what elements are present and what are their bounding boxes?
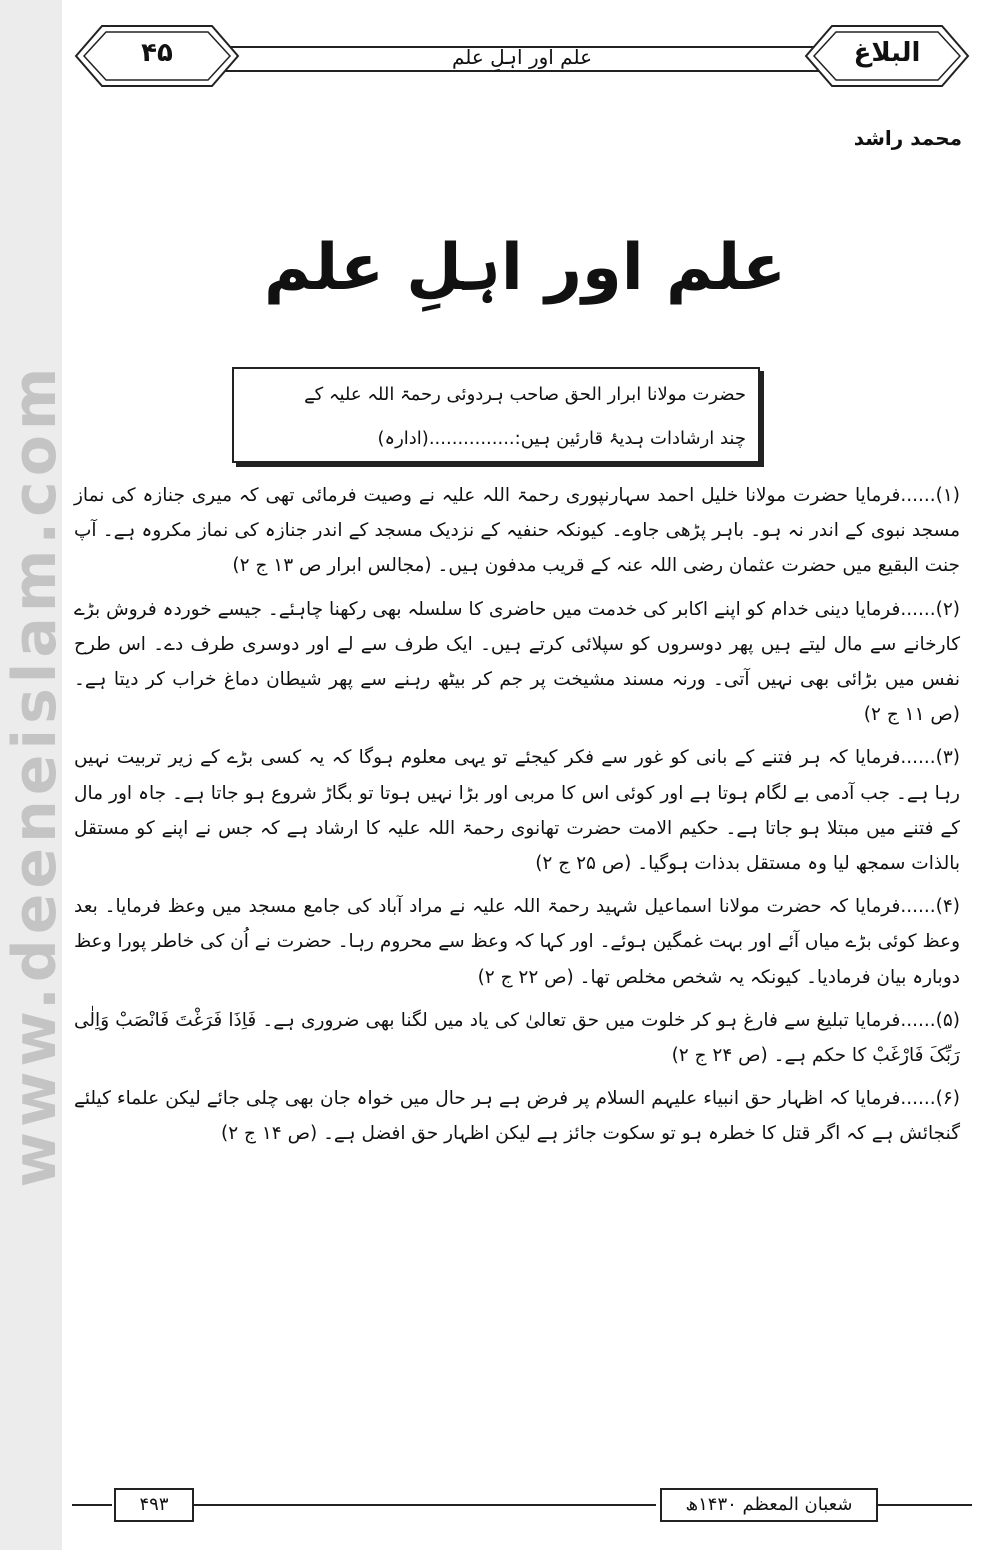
article-body bbox=[74, 478, 960, 1160]
page-number-badge bbox=[72, 22, 242, 90]
footer-page-number: ۴۹۳ bbox=[114, 1488, 194, 1522]
website-watermark bbox=[0, 0, 70, 1550]
paragraph-1: (۱)......فرمایا حضرت مولانا خلیل احمد سہارنپوری رحمۃ اللہ علیہ نے وصیت فرمائی تھی کہ میری جنازہ کی نماز مسجد نبوی کے اندر نہ ہو۔ باہر پڑھی جاوے۔ کیونکہ حنفیہ کے نزدیک مسجد کے اندر جنازہ کی نماز مکروہ ہے۔ آپ جنت البقیع میں حضرت عثمان رضی اللہ عنہ کے قریب مدفون ہیں۔ (مجالس ابرار ص ۱۳ ج ۲) bbox=[74, 485, 960, 577]
footer-rule-left bbox=[72, 1504, 112, 1506]
paragraph-4: (۴)......فرمایا کہ حضرت مولانا اسماعیل شہید رحمۃ اللہ علیہ نے مراد آباد کی جامع مسجد میں وعظ فرمایا۔ بعد وعظ کوئی بڑے میاں آئے اور بہت غمگین ہوئے۔ اور کہا کہ وعظ سے محروم رہا۔ حضرت نے اُن کی خاطر پورا وعظ دوبارہ بیان فرمادیا۔ کیونکہ یہ شخص مخلص تھا۔ (ص ۲۲ ج ۲) bbox=[74, 896, 960, 988]
paragraph-6: (۶)......فرمایا کہ اظہار حق انبیاء علیہم السلام پر فرض ہے ہر حال میں خواہ جان بھی چلی جائے لیکن علماء کیلئے گنجائش ہے کہ اگر قتل کا خطرہ ہو تو سکوت جائز ہے لیکن اظہار حق افضل ہے۔ (ص ۱۴ ج ۲) bbox=[74, 1088, 960, 1145]
intro-line-1: حضرت مولانا ابرار الحق صاحب ہردوئی رحمۃ اللہ علیہ کے bbox=[304, 384, 746, 405]
page-header bbox=[72, 18, 972, 98]
paragraph-5: (۵)......فرمایا تبلیغ سے فارغ ہو کر خلوت میں حق تعالیٰ کی یاد میں لگنا بھی ضروری ہے۔ فَاِذَا فَرَغْتَ فَانْصَبْ وَاِلٰی رَبِّکَ فَارْغَبْ کا حکم ہے۔ (ص ۲۴ ج ۲) bbox=[74, 1009, 960, 1067]
page-number: ۴۵ bbox=[141, 38, 173, 68]
intro-line-2: چند ارشادات ہدیۂ قارئین ہیں:...............(ادارہ) bbox=[377, 428, 746, 449]
article-title: علم اور اہلِ علم bbox=[263, 231, 787, 305]
page-footer bbox=[72, 1486, 972, 1526]
author-name: محمد راشد bbox=[853, 126, 962, 150]
paragraph-2: (۲)......فرمایا دینی خدام کو اپنے اکابر کی خدمت میں حاضری کا سلسلہ بھی رکھنا چاہئے۔ جیسے خوردہ فروش بڑے کارخانے سے مال لیتے ہیں پھر دوسروں کو سپلائی کرتے ہیں۔ ایک طرف سے لے اور دوسری طرف دے۔ اس طرح نفس میں بڑائی بھی نہیں آتی۔ ورنہ مسند مشیخت پر جم کر بیٹھ رہنے سے پھر شیطان دماغ خراب کر دیتا ہے۔ (ص ۱۱ ج ۲) bbox=[74, 598, 960, 726]
footer-issue-date: شعبان المعظم ۱۴۳۰ھ bbox=[660, 1488, 878, 1522]
magazine-name: البلاغ bbox=[853, 38, 921, 68]
magazine-logo bbox=[802, 22, 972, 90]
paragraph-3: (۳)......فرمایا کہ ہر فتنے کے بانی کو غور سے فکر کیجئے تو یہی معلوم ہوگا کہ یہ کسی بڑے کے زیر تربیت نہیں رہا ہے۔ جب آدمی بے لگام ہوتا ہے اور کوئی اس کا مربی اور بڑا نہیں ہوتا تو بگاڑ شروع ہو جاتا ہے۔ جاہ اور مال کے فتنے میں مبتلا ہو جاتا ہے۔ حکیم الامت حضرت تھانوی رحمۃ اللہ علیہ کا ارشاد ہے کہ جس نے اپنے کو مستقل بالذات سمجھ لیا وہ مستقل بدذات ہوگیا۔ (ص ۲۵ ج ۲) bbox=[74, 747, 960, 875]
watermark-text: www.deeneislam.com bbox=[0, 362, 70, 1188]
footer-rule-right bbox=[878, 1504, 972, 1506]
running-title: علم اور اہلِ علم bbox=[451, 45, 593, 69]
intro-box bbox=[232, 367, 760, 463]
footer-rule-middle bbox=[194, 1504, 656, 1506]
